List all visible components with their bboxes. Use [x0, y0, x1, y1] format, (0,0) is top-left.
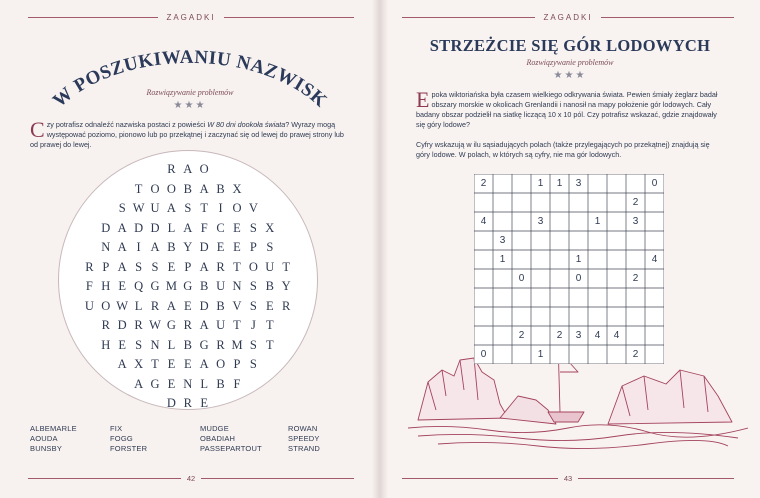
grid-empty-cell[interactable] — [512, 193, 531, 212]
grid-clue-cell[interactable]: 1 — [594, 216, 601, 227]
word-search-letter[interactable]: G — [166, 318, 176, 332]
word-search-letter[interactable]: D — [134, 220, 144, 235]
grid-empty-cell[interactable] — [607, 193, 626, 212]
grid-empty-cell[interactable] — [607, 307, 626, 326]
word-search-letter[interactable]: S — [249, 337, 257, 352]
word-search-row — [0, 299, 380, 317]
grid-empty-cell[interactable] — [550, 250, 569, 269]
word-search-letter[interactable]: U — [216, 318, 226, 332]
word-search-letter[interactable]: R — [85, 259, 94, 274]
grid-clue-cell[interactable]: 4 — [594, 330, 601, 341]
subtitle: Rozwiązywanie problemów — [526, 58, 614, 67]
grid-empty-cell[interactable] — [512, 307, 531, 326]
word-search-letter[interactable]: W — [149, 318, 161, 332]
word-search-letter[interactable]: A — [183, 162, 193, 176]
difficulty-stars: ★★★ — [553, 70, 587, 81]
grid-empty-cell[interactable] — [474, 326, 493, 345]
grid-clue-cell[interactable]: 2 — [632, 349, 639, 360]
grid-empty-cell[interactable] — [493, 307, 512, 326]
word-search-row — [0, 201, 380, 219]
word-search-letter[interactable]: L — [200, 376, 208, 391]
grid-clue-cell[interactable]: 1 — [556, 178, 563, 189]
grid-clue-cell[interactable]: 0 — [575, 273, 582, 284]
grid-clue-cell[interactable]: 2 — [632, 273, 639, 284]
grid-clue-cell[interactable]: 2 — [480, 178, 487, 189]
grid-empty-cell[interactable] — [569, 193, 588, 212]
word-search-letter[interactable]: A — [199, 357, 209, 371]
word-search-letter[interactable]: T — [200, 201, 208, 215]
grid-empty-cell[interactable] — [645, 212, 664, 231]
word-search-letter[interactable]: N — [101, 240, 111, 254]
book-gutter — [372, 0, 388, 498]
grid-empty-cell[interactable] — [512, 212, 531, 231]
word-search-letter[interactable]: T — [134, 181, 143, 196]
word-search-letter[interactable]: W — [132, 201, 145, 215]
grid-empty-cell[interactable] — [588, 269, 607, 288]
grid-clue-cell[interactable]: 2 — [556, 330, 563, 341]
word-search-letter[interactable]: G — [150, 376, 160, 391]
rule-line — [601, 17, 734, 18]
word-search-letter[interactable]: B — [200, 279, 209, 293]
grid-empty-cell[interactable] — [626, 231, 645, 250]
word-search-letter[interactable]: U — [216, 279, 226, 293]
word-search-letter[interactable]: Y — [281, 279, 291, 293]
grid-empty-cell[interactable] — [626, 326, 645, 345]
grid-empty-cell[interactable] — [569, 212, 588, 231]
word-search-letter[interactable]: D — [150, 220, 160, 235]
word-search-row — [0, 221, 380, 239]
word-search-letter[interactable]: G — [150, 279, 160, 293]
grid-empty-cell[interactable] — [607, 288, 626, 307]
rule-line — [578, 478, 734, 479]
grid-empty-cell[interactable] — [550, 212, 569, 231]
grid-empty-cell[interactable] — [569, 345, 588, 364]
word-search-letter[interactable]: Y — [183, 240, 193, 254]
word-search-letter[interactable]: F — [233, 376, 241, 391]
word-search-letter[interactable]: A — [150, 240, 160, 254]
word-search-letter[interactable]: R — [282, 298, 291, 313]
grid-empty-cell[interactable] — [531, 193, 550, 212]
word-search-letter[interactable]: T — [151, 357, 159, 371]
word-search-letter[interactable]: E — [167, 376, 176, 391]
grid-empty-cell[interactable] — [512, 345, 531, 364]
drop-cap: E — [416, 87, 430, 112]
word-search-letter[interactable]: R — [167, 162, 176, 176]
grid-clue-cell[interactable]: 1 — [537, 178, 544, 189]
word-search-letter[interactable]: M — [165, 279, 177, 293]
page-number: 43 — [563, 473, 573, 483]
word-list-item: PASSEPARTOUT — [200, 444, 262, 453]
word-search-row — [0, 377, 380, 395]
word-search-letter[interactable]: S — [151, 259, 159, 274]
grid-empty-cell[interactable] — [493, 174, 512, 193]
grid-clue-cell[interactable]: 4 — [613, 330, 620, 341]
grid-clue-cell[interactable]: 1 — [499, 254, 506, 265]
left-folio — [28, 472, 354, 484]
word-search-letter[interactable]: X — [134, 357, 144, 371]
grid-empty-cell[interactable] — [550, 288, 569, 307]
word-search-letter[interactable]: N — [150, 337, 160, 352]
word-search-letter[interactable]: S — [249, 298, 257, 313]
word-search-letter[interactable]: T — [233, 318, 241, 332]
word-search-letter[interactable]: O — [101, 298, 111, 313]
word-search-letter[interactable]: A — [117, 357, 127, 371]
grid-empty-cell[interactable] — [493, 345, 512, 364]
grid-clue-cell[interactable]: 2 — [518, 330, 525, 341]
word-list — [30, 424, 360, 453]
grid-empty-cell[interactable] — [645, 345, 664, 364]
grid-empty-cell[interactable] — [531, 269, 550, 288]
grid-clue-cell[interactable]: 1 — [575, 254, 582, 265]
word-search-row — [0, 162, 380, 180]
word-search-letter[interactable]: H — [101, 279, 111, 293]
grid-empty-cell[interactable] — [588, 250, 607, 269]
grid-clue-cell[interactable]: 3 — [537, 216, 544, 227]
word-search-letter[interactable]: A — [117, 259, 127, 274]
word-search-letter[interactable]: L — [167, 337, 176, 352]
word-search-letter[interactable]: S — [135, 337, 143, 352]
word-search-row — [0, 279, 380, 297]
running-head-label: ZAGADKI — [543, 12, 593, 22]
word-search-letter[interactable]: T — [265, 337, 274, 352]
word-search-letter[interactable]: O — [166, 181, 176, 196]
intro-paragraph — [416, 87, 722, 130]
word-search-letter[interactable]: T — [265, 318, 274, 332]
grid-empty-cell[interactable] — [474, 269, 493, 288]
grid-clue-cell[interactable]: 0 — [480, 349, 487, 360]
word-search-letter[interactable]: R — [101, 318, 110, 332]
word-search-letter[interactable]: L — [167, 220, 176, 235]
intro-text-before: zy potrafisz odnaleźć nazwiska postaci z powieści — [46, 120, 208, 129]
word-list-item: MUDGE — [200, 424, 229, 433]
grid-empty-cell[interactable] — [607, 174, 626, 193]
grid-empty-cell[interactable] — [607, 212, 626, 231]
word-search-letter[interactable]: P — [184, 259, 192, 274]
grid-empty-cell[interactable] — [474, 250, 493, 269]
word-search-letter[interactable]: O — [216, 357, 226, 371]
grid-empty-cell[interactable] — [493, 212, 512, 231]
grid-empty-cell[interactable] — [645, 326, 664, 345]
grid-empty-cell[interactable] — [512, 231, 531, 250]
word-search-letter[interactable]: B — [216, 298, 225, 313]
grid-empty-cell[interactable] — [531, 250, 550, 269]
word-search-letter[interactable]: L — [134, 298, 143, 313]
grid-empty-cell[interactable] — [550, 345, 569, 364]
word-search-row — [0, 260, 380, 278]
running-head-label: ZAGADKI — [166, 12, 216, 22]
word-search-letter[interactable]: E — [216, 240, 225, 254]
grid-empty-cell[interactable] — [607, 231, 626, 250]
grid-empty-cell[interactable] — [645, 231, 664, 250]
word-search-letter[interactable]: A — [166, 298, 176, 313]
word-search-letter[interactable]: B — [216, 181, 225, 196]
word-list-item: SPEEDY — [288, 434, 320, 443]
word-search-letter[interactable]: A — [199, 259, 209, 274]
word-search-letter[interactable]: S — [184, 201, 192, 215]
grid-clue-cell[interactable]: 0 — [651, 178, 658, 189]
word-search-letter[interactable]: E — [167, 357, 176, 371]
word-search-letter[interactable]: S — [135, 259, 143, 274]
word-search-letter[interactable]: E — [118, 337, 126, 352]
difficulty-stars: ★★★ — [173, 100, 207, 111]
grid-empty-cell[interactable] — [531, 307, 550, 326]
word-search-letter[interactable]: A — [117, 220, 127, 235]
rule-line — [28, 478, 181, 479]
grid-clue-cell[interactable]: 3 — [575, 178, 582, 189]
word-search-letter[interactable]: B — [216, 376, 225, 391]
word-search-letter[interactable]: A — [166, 201, 176, 215]
rule-line — [201, 478, 354, 479]
grid-empty-cell[interactable] — [493, 269, 512, 288]
word-search-letter[interactable]: M — [231, 337, 243, 352]
word-search-letter[interactable]: O — [199, 162, 209, 176]
book-title: W 80 dni dookoła świata — [207, 120, 286, 129]
word-search-letter[interactable]: F — [85, 279, 93, 293]
word-search-letter[interactable]: U — [84, 298, 94, 313]
grid-empty-cell[interactable] — [493, 193, 512, 212]
word-search-letter[interactable]: A — [199, 318, 209, 332]
grid-empty-cell[interactable] — [550, 269, 569, 288]
grid-clue-cell[interactable]: 0 — [518, 273, 525, 284]
word-search-letter[interactable]: E — [233, 220, 241, 235]
grid-empty-cell[interactable] — [569, 231, 588, 250]
word-search-letter[interactable]: E — [118, 279, 126, 293]
grid-empty-cell[interactable] — [645, 269, 664, 288]
word-list-item: FIX — [110, 424, 123, 433]
subtitle: Rozwiązywanie problemów — [146, 88, 234, 97]
word-search-letter[interactable]: B — [167, 240, 176, 254]
word-search-letter[interactable]: F — [200, 220, 208, 235]
grid-empty-cell[interactable] — [474, 193, 493, 212]
word-search-letter[interactable]: C — [216, 220, 225, 235]
grid-empty-cell[interactable] — [626, 307, 645, 326]
word-search-row — [0, 318, 380, 336]
word-search-letter[interactable]: V — [232, 298, 242, 313]
word-search-letter[interactable]: A — [183, 220, 193, 235]
grid-empty-cell[interactable] — [493, 288, 512, 307]
word-search-letter[interactable]: I — [136, 240, 141, 254]
grid-clue-cell[interactable]: 3 — [575, 330, 582, 341]
word-search-letter[interactable]: R — [216, 337, 225, 352]
grid-empty-cell[interactable] — [550, 231, 569, 250]
word-search-letter[interactable]: X — [232, 181, 242, 196]
word-search-letter[interactable]: A — [199, 181, 209, 196]
right-folio — [402, 472, 734, 484]
rules-paragraph: Cyfry wskazują w ilu sąsiadujących polach (także przylegających po przekątnej) znajdują się góry lodowe. W polach, w których są cyfry, nie ma gór lodowych. — [416, 140, 710, 159]
iceberg-grid — [474, 174, 664, 364]
word-search-row — [0, 396, 380, 414]
grid-empty-cell[interactable] — [474, 288, 493, 307]
word-search-letter[interactable]: B — [265, 279, 274, 293]
word-search-letter[interactable]: O — [150, 181, 160, 196]
grid-empty-cell[interactable] — [588, 231, 607, 250]
grid-clue-cell[interactable]: 3 — [632, 216, 639, 227]
grid-empty-cell[interactable] — [626, 288, 645, 307]
word-search-letter[interactable]: W — [116, 298, 129, 313]
word-search-letter[interactable]: B — [183, 181, 192, 196]
grid-empty-cell[interactable] — [588, 193, 607, 212]
grid-empty-cell[interactable] — [588, 288, 607, 307]
word-search-letter[interactable]: G — [199, 337, 209, 352]
word-search-letter[interactable]: S — [266, 240, 274, 254]
word-search-row — [0, 240, 380, 258]
word-search-row — [0, 357, 380, 375]
word-list-item: ALBEMARLE — [30, 424, 77, 433]
grid-empty-cell[interactable] — [531, 326, 550, 345]
word-search-letter[interactable]: I — [218, 201, 223, 215]
word-search-letter[interactable]: R — [134, 318, 143, 332]
word-search-letter[interactable]: N — [232, 279, 242, 293]
word-search-letter[interactable]: E — [233, 240, 241, 254]
word-search-letter[interactable]: A — [134, 376, 144, 391]
rule-line — [402, 478, 558, 479]
word-search-letter[interactable]: D — [199, 240, 209, 254]
grid-empty-cell[interactable] — [626, 250, 645, 269]
word-search-letter[interactable]: O — [248, 259, 258, 274]
grid-clue-cell[interactable]: 2 — [632, 197, 639, 208]
word-search-letter[interactable]: D — [101, 220, 111, 235]
word-search-letter[interactable]: P — [233, 357, 241, 371]
word-search-letter[interactable]: R — [183, 318, 192, 332]
word-search-letter[interactable]: O — [232, 201, 242, 215]
word-search-letter[interactable]: E — [167, 259, 176, 274]
grid-empty-cell[interactable] — [569, 288, 588, 307]
word-search-letter[interactable]: P — [102, 259, 110, 274]
word-search-letter[interactable]: Q — [134, 279, 144, 293]
word-list-item: ROWAN — [288, 424, 318, 433]
word-search-row — [0, 338, 380, 356]
drop-cap: C — [30, 117, 45, 142]
grid-clue-cell[interactable]: 3 — [499, 235, 506, 246]
word-search-letter[interactable]: S — [249, 279, 257, 293]
intro-text: poka wiktoriańska była czasem wielkiego odkrywania świata. Pewien śmiały żeglarz badał obszary morskie w okolicach Grenlandii i nanosił na mapy położenie gór lodowych. Cały badany obszar podzielił na siatkę liczącą 10 x 10 pól. Czy potrafisz wskazać, gdzie znajdowały się góry lodowe? — [416, 90, 718, 129]
page-number: 42 — [186, 473, 196, 483]
grid-empty-cell[interactable] — [588, 307, 607, 326]
word-search-letter[interactable]: T — [233, 259, 241, 274]
word-list-item: AOUDA — [30, 434, 58, 443]
word-search-row — [0, 182, 380, 200]
word-search-letter[interactable]: D — [117, 318, 127, 332]
grid-empty-cell[interactable] — [474, 231, 493, 250]
word-list-item: BUNSBY — [30, 444, 63, 453]
grid-empty-cell[interactable] — [645, 288, 664, 307]
grid-clue-cell[interactable]: 4 — [651, 254, 658, 265]
word-list-item: FORSTER — [110, 444, 148, 453]
right-running-head — [402, 10, 734, 24]
grid-clue-cell[interactable]: 4 — [480, 216, 487, 227]
word-search-letter[interactable]: V — [248, 201, 258, 215]
word-search-letter[interactable]: A — [117, 240, 127, 254]
word-search-letter[interactable]: R — [183, 396, 192, 410]
grid-empty-cell[interactable] — [645, 193, 664, 212]
grid-empty-cell[interactable] — [512, 174, 531, 193]
grid-empty-cell[interactable] — [607, 345, 626, 364]
grid-empty-cell[interactable] — [474, 307, 493, 326]
word-search-letter[interactable]: E — [200, 396, 208, 410]
word-search-letter[interactable]: S — [249, 357, 257, 371]
grid-empty-cell[interactable] — [512, 288, 531, 307]
word-search-letter[interactable]: S — [249, 220, 257, 235]
page-title: STRZEŻCIE SIĘ GÓR LODOWYCH — [429, 36, 711, 55]
word-search-letter[interactable]: J — [250, 318, 256, 332]
grid-empty-cell[interactable] — [512, 250, 531, 269]
word-search-letter[interactable]: E — [183, 298, 192, 313]
word-list-item: OBADIAH — [200, 434, 236, 443]
word-search-letter[interactable]: G — [183, 279, 193, 293]
word-search-letter[interactable]: E — [265, 298, 274, 313]
word-search-letter[interactable]: R — [216, 259, 225, 274]
word-search-letter[interactable]: B — [183, 337, 192, 352]
word-search-letter[interactable]: P — [249, 240, 257, 254]
rule-line — [402, 17, 535, 18]
grid-empty-cell[interactable] — [531, 231, 550, 250]
word-search-letter[interactable]: T — [282, 259, 290, 274]
word-search-letter[interactable]: S — [118, 201, 126, 215]
grid-empty-cell[interactable] — [550, 307, 569, 326]
grid-empty-cell[interactable] — [550, 193, 569, 212]
word-search-letter[interactable]: N — [183, 376, 193, 391]
grid-empty-cell[interactable] — [588, 345, 607, 364]
word-search-letter[interactable]: D — [166, 396, 176, 410]
grid-empty-cell[interactable] — [645, 307, 664, 326]
grid-empty-cell[interactable] — [493, 326, 512, 345]
word-search-letter[interactable]: U — [265, 259, 275, 274]
word-search-letter[interactable]: R — [150, 298, 160, 313]
grid-empty-cell[interactable] — [607, 269, 626, 288]
word-search-letter[interactable]: D — [199, 298, 209, 313]
grid-empty-cell[interactable] — [569, 307, 588, 326]
word-search-letter[interactable]: H — [101, 337, 111, 352]
grid-empty-cell[interactable] — [588, 174, 607, 193]
word-list-item: STRAND — [288, 444, 321, 453]
word-search-letter[interactable]: U — [150, 201, 160, 215]
grid-clue-cell[interactable]: 1 — [537, 349, 544, 360]
grid-empty-cell[interactable] — [607, 250, 626, 269]
grid-empty-cell[interactable] — [626, 174, 645, 193]
page-title: W POSZUKIWANIU NAZWISK — [49, 46, 332, 108]
word-list-item: FOGG — [110, 434, 133, 443]
word-search-letter[interactable]: X — [265, 220, 275, 235]
word-search-letter[interactable]: E — [183, 357, 192, 371]
intro-text-after: ? Wyrazy mogą występować poziomo, pionowo lub po przekątnej i zaczynać się od lewej do prawej strony lub od prawej do lewej. — [30, 120, 344, 149]
grid-empty-cell[interactable] — [531, 288, 550, 307]
